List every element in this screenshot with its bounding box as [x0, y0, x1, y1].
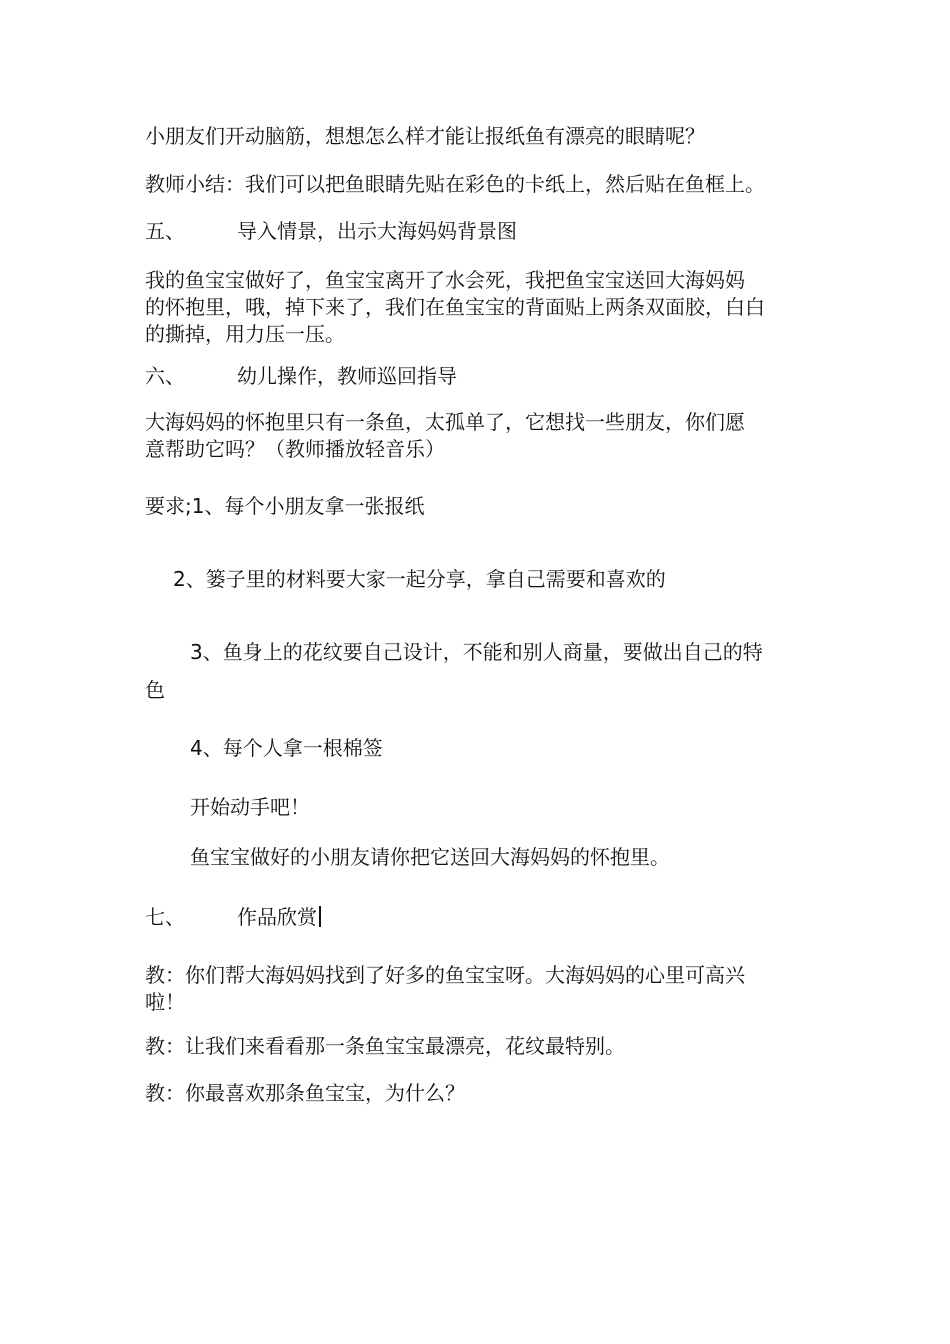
paragraph-line: 我的鱼宝宝做好了，鱼宝宝离开了水会死，我把鱼宝宝送回大海妈妈 [145, 268, 745, 292]
paragraph: 教：让我们来看看那一条鱼宝宝最漂亮，花纹最特别。 [145, 1034, 625, 1058]
paragraph: 教：你最喜欢那条鱼宝宝，为什么？ [145, 1081, 465, 1105]
paragraph: 开始动手吧！ [190, 795, 310, 819]
paragraph-line: 的撕掉，用力压一压。 [145, 322, 345, 346]
paragraph-line: 的怀抱里，哦，掉下来了，我们在鱼宝宝的背面贴上两条双面胶，白白 [145, 295, 765, 319]
requirement-2: 2、篓子里的材料要大家一起分享，拿自己需要和喜欢的 [173, 567, 666, 591]
paragraph-line: 啦！ [145, 990, 185, 1014]
section-heading-7 [145, 905, 321, 930]
paragraph-line: 教：你们帮大海妈妈找到了好多的鱼宝宝呀。大海妈妈的心里可高兴 [145, 963, 745, 987]
section-number: 六、 [145, 364, 185, 388]
paragraph: 鱼宝宝做好的小朋友请你把它送回大海妈妈的怀抱里。 [190, 845, 670, 869]
paragraph [145, 409, 825, 463]
requirement-4: 4、每个人拿一根棉签 [190, 736, 383, 760]
section-title: 导入情景，出示大海妈妈背景图 [237, 219, 517, 243]
paragraph [145, 962, 825, 1016]
paragraph-line: 大海妈妈的怀抱里只有一条鱼，太孤单了，它想找一些朋友，你们愿 [145, 410, 745, 434]
paragraph [145, 267, 825, 348]
paragraph-line: 意帮助它吗？（教师播放轻音乐） [145, 437, 445, 461]
paragraph: 教师小结：我们可以把鱼眼睛先贴在彩色的卡纸上，然后贴在鱼框上。 [145, 172, 765, 196]
requirement-1: 要求;1、每个小朋友拿一张报纸 [145, 494, 425, 518]
text-cursor [319, 906, 321, 927]
requirement-3: 3、鱼身上的花纹要自己设计，不能和别人商量，要做出自己的特 [190, 640, 763, 664]
section-heading-6 [145, 364, 457, 389]
section-title: 幼儿操作，教师巡回指导 [237, 364, 457, 388]
section-number: 七、 [145, 905, 185, 929]
requirement-3-continued: 色 [145, 678, 165, 702]
section-title: 作品欣赏 [237, 905, 317, 929]
section-heading-5 [145, 219, 517, 244]
paragraph: 小朋友们开动脑筋，想想怎么样才能让报纸鱼有漂亮的眼睛呢？ [145, 124, 705, 148]
section-number: 五、 [145, 219, 185, 243]
